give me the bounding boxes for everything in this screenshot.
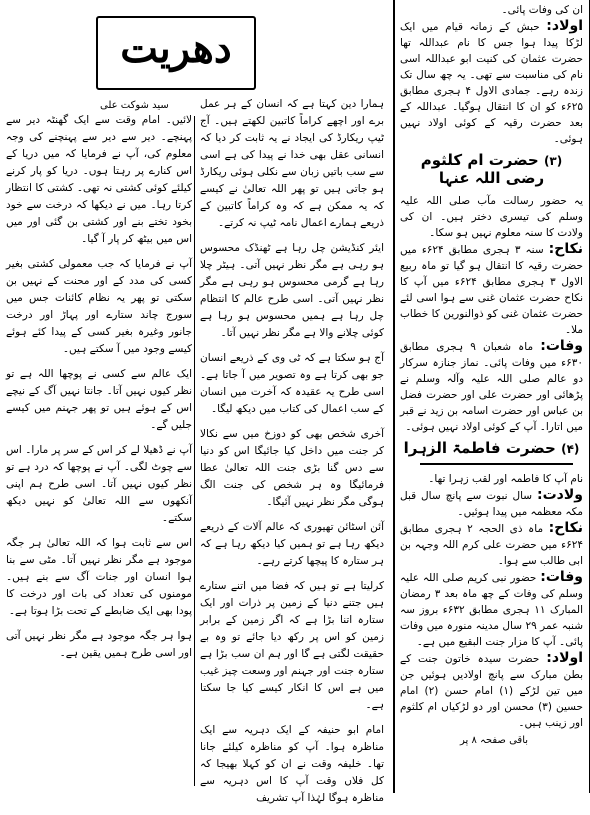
marriage-key-2: نکاح:: [548, 520, 583, 536]
children-text: حبش کے زمانہ قیام میں ایک لڑکا پیدا ہوا جس کا نام عبداللہ تھا حضرت عثمان کی کنیت ابو عبداللہ اسی نام کی مناسبت سے تھی۔ یہ چھ سال تک زندہ رہے۔ جمادی الاول ۴ ہجری مطابق ۶۲۵ء کو ان کا انتقال ہوگیا۔ عبداللہ کے بعد حضرت رقیہ کے کوئی اولاد نہیں ہوئی۔: [400, 21, 583, 145]
paragraph: لائیں۔ امام وقت سے ایک گھنٹہ دیر سے پہنچے۔ دیر سے دیر سے پہنچنے کی وجہ معلوم کی، آپ نے فرمایا کہ میں دریا کے اس کنارے پر رہتا ہوں۔ دریا کو پار کرنے کیلئے کوئی کشتی نہ تھی۔ کشتی کا انتظار کرتا رہا۔ میں نے دیکھا کہ درخت سے خود بخود تختے بنے اور کشتی بن گئی اور میں اس میں بیٹھ کر پار آ گیا۔: [6, 114, 192, 245]
section-heading-fatima: (۴) حضرت فاطمۃ الزہرا: [403, 439, 580, 457]
article-byline: سید شوکت علی: [100, 100, 169, 111]
sidebar-block-children: [400, 18, 583, 147]
section-rule: [420, 463, 573, 465]
marriage-block: [400, 241, 583, 338]
birth-key: ولادت:: [537, 487, 583, 503]
article-title: دھریت: [120, 25, 232, 72]
marriage-text-2: ماہ ذی الحجہ ۲ ہجری مطابق ۶۲۴ء میں حضرت علی کرم اللہ وجہہ بن ابی طالب سے ہوا۔: [400, 523, 583, 567]
paragraph: آخری شخص بھی کو دوزخ میں سے نکالا کر جنت میں داخل کیا جائیگا اس کو دنیا سے دس گنا بڑی جنت اللہ تعالیٰ عطا فرمائیگا وہ ہر شخص کی جنت الگ ہوگی مگر نظر نہیں آئیگا۔: [200, 428, 384, 508]
death-key-2: وفات:: [540, 569, 584, 585]
death-text: ماہ شعبان ۹ ہجری مطابق ۶۳۰ء میں وفات پائی۔ نماز جنازہ سرکار دو عالم صلی اللہ علیہ وآلہ وسلم نے پڑھائی اور حضرت علی اور حضرت فضل بن عباس اور حضرت اسامہ بن زید نے قبر میں اتارا۔ آپ کے کوئی اولاد نہیں ہوئی۔: [400, 341, 583, 433]
umm-kulthum-intro: یہ حضور رسالت مآب صلی اللہ علیہ وسلم کی تیسری دختر ہیں۔ ان کی ولادت کا سنہ معلوم نہیں ہو سکا۔: [400, 195, 583, 239]
column-divider: [393, 0, 395, 793]
death-text-2: حضور نبی کریم صلی اللہ علیہ وسلم کی وفات کے چھ ماہ بعد ۳ رمضان المبارک ۱۱ ہجری مطابق ۶۳۲ء بروز سہ شنبہ عمر ۲۹ سال مدینہ منورہ میں وفات پائی۔ آپ کا مزار جنت البقیع میں ہے۔: [400, 572, 584, 648]
section-heading-umm-kulthum: (۳) حضرت ام کلثوم رضی اللہ عنہا: [420, 151, 563, 187]
sidebar-top-text: ان کی وفات پائی۔: [501, 4, 583, 16]
birth-block: [400, 487, 583, 520]
paragraph: آپ نے فرمایا کہ جب معمولی کشتی بغیر کسی کی مدد کے اور محنت کے نہیں بن سکتی تو پھر یہ نظام کائنات جس میں سورج چاند ستارے اور پہاڑ اور درخت جانور وغیرہ بغیر کسی کے پیدا کئے ہوئے کیسے وجود میں آ سکتے ہیں۔: [6, 258, 192, 355]
paragraph: آئن اسٹائن تھیوری کہ عالم آلات کے ذریعے دیکھ رہا ہے تو ہمیں کیا دیکھ رہا ہے کہ ہر ستارہ کا پیچھا کرتے رہے۔: [200, 521, 384, 567]
paragraph: اس سے ثابت ہوا کہ اللہ تعالیٰ ہر جگہ موجود ہے مگر نظر نہیں آتا۔ مٹی سے بنا ہوا انسان اور جنات آگ سے بنے ہیں۔ مومنوں کی تعداد کی بات اور درخت کا پودا بھی ایک ضابطے کے تحت بڑا ہوتا ہے۔: [6, 537, 192, 617]
death-key: وفات:: [540, 338, 584, 354]
paragraph: کرلیتا ہے تو ہیں کہ فضا میں اتنے ستارے ہیں جتنے دنیا کے زمین پر ذرات اور ایک ستارہ اتنا بڑا ہے کہ اگر زمین کے برابر زمین کو اس پر رکھ دیا جائے تو وہ بے حقیقت لگتی ہے گا اور ہم ان سب بڑا ہے ستارہ جنت اور جہنم اور وسعت چیز غیب میں ہے اس کا انکار کیسے کیا جا سکتا ہے۔: [200, 580, 384, 711]
main-article: [4, 4, 390, 804]
death-block-2: [400, 569, 583, 650]
article-column-1: [200, 96, 384, 815]
children-key-2: اولاد:: [546, 650, 583, 666]
title-box: [96, 16, 256, 90]
paragraph: امام ابو حنیفہ کے ایک دہریہ سے ایک مناظرہ ہوا۔ آپ کو مناظرہ کیلئے جانا تھا۔ خلیفہ وقت نے ان کو کہلا بھیجا کہ کل فلاں وقت آپ کا اس دہریہ سے مناظرہ ہوگا لہٰذا آپ تشریف: [200, 724, 384, 804]
children-text-2: حضرت سیدہ خاتون جنت کے بطن مبارک سے پانچ اولادیں ہوئیں جن میں تین لڑکے (۱) امام حسن (۲) امام حسین (۳) محسن اور دو لڑکیاں ام کلثوم اور زینب ہیں۔: [400, 653, 584, 729]
children-key: اولاد:: [546, 18, 584, 34]
paragraph: آج ہو سکتا ہے کہ ٹی وی کے ذریعے انسان جو بھی کرتا ہے وہ تصویر میں آ جاتا ہے۔ اسی طرح یہ عقیدہ کہ آخرت میں انسان کے سب اعمال کی کتاب میں دیکھ لیگا۔: [200, 352, 384, 415]
column-divider: [194, 116, 195, 786]
paragraph: آپ نے ڈھیلا لے کر اس کے سر پر مارا۔ اس سے چوٹ لگی۔ آپ نے پوچھا کہ درد ہے تو نظر کیوں نہیں آتا۔ اسی طرح ہم اپنی آنکھوں سے اللہ تعالیٰ کو نہیں دیکھ سکتے۔: [6, 444, 192, 524]
fatima-intro: نام آپ کا فاطمہ اور لقب زہرا تھا۔: [428, 473, 583, 485]
children-block-2: [400, 650, 583, 731]
marriage-key: نکاح:: [548, 241, 584, 257]
paragraph: ہوا ہر جگہ موجود ہے مگر نظر نہیں آتی اور اسی طرح ہمیں یقین ہے۔: [6, 630, 192, 659]
paragraph: ایک عالم سے کسی نے پوچھا اللہ ہے تو نظر کیوں نہیں آتا۔ جانتا نہیں آگ کے نیچے اس کے ہوئے ہیں تو پھر جہنم میں کیسے جلیں گے۔: [6, 368, 192, 431]
death-block: [400, 338, 583, 435]
marriage-block-2: [400, 520, 583, 569]
paragraph: ایئر کنڈیشن چل رہا ہے ٹھنڈک محسوس ہو رہی ہے مگر نظر نہیں آتی۔ ہیٹر چلا رہا ہے گرمی محسوس ہو رہی ہے مگر نظر نہیں آتی۔ اسی طرح عالم کا انتظام چل رہا ہے ہمیں محسوس ہو رہا ہے کوئی چلانے والا ہے مگر نظر نہیں آتا۔: [200, 242, 384, 339]
sidebar-article: [396, 0, 590, 793]
birth-text: سال نبوت سے پانچ سال قبل مکہ معظمہ میں پیدا ہوئیں۔: [400, 490, 583, 518]
continued-note: باقی صفحہ ۸ پر: [460, 735, 529, 746]
paragraph: ہمارا دین کہتا ہے کہ انسان کے ہر عمل برے اور اچھے کراماً کاتبین لکھتے ہیں۔ آج ٹیپ ریکارڈ کی ایجاد نے یہ ثابت کر دیا کہ انسانی عقل بھی خدا نے پیدا کی ہے اسی سے سب باتیں زبان سے نکلی ہوئی ریکارڈ ہو جاتی ہیں تو پھر اللہ تعالیٰ نے کیسے کہ یہ ممکن ہے کہ وہ کراماً کاتبین کے ذریعے ہمارے اعمال نامہ ٹیپ نہ کرتے۔: [200, 98, 384, 229]
marriage-text: سنہ ۳ ہجری مطابق ۶۲۴ء میں حضرت رقیہ کا انتقال ہو گیا تو ماہ ربیع الاول ۳ ہجری مطابق ۶۲۴ء میں آپ کا نکاح حضرت عثمان غنی سے ہوا اسی لئے حضرت عثمان غنی کو ذوالنورین کا خطاب ملا۔: [400, 244, 583, 336]
article-column-2: [6, 112, 192, 670]
